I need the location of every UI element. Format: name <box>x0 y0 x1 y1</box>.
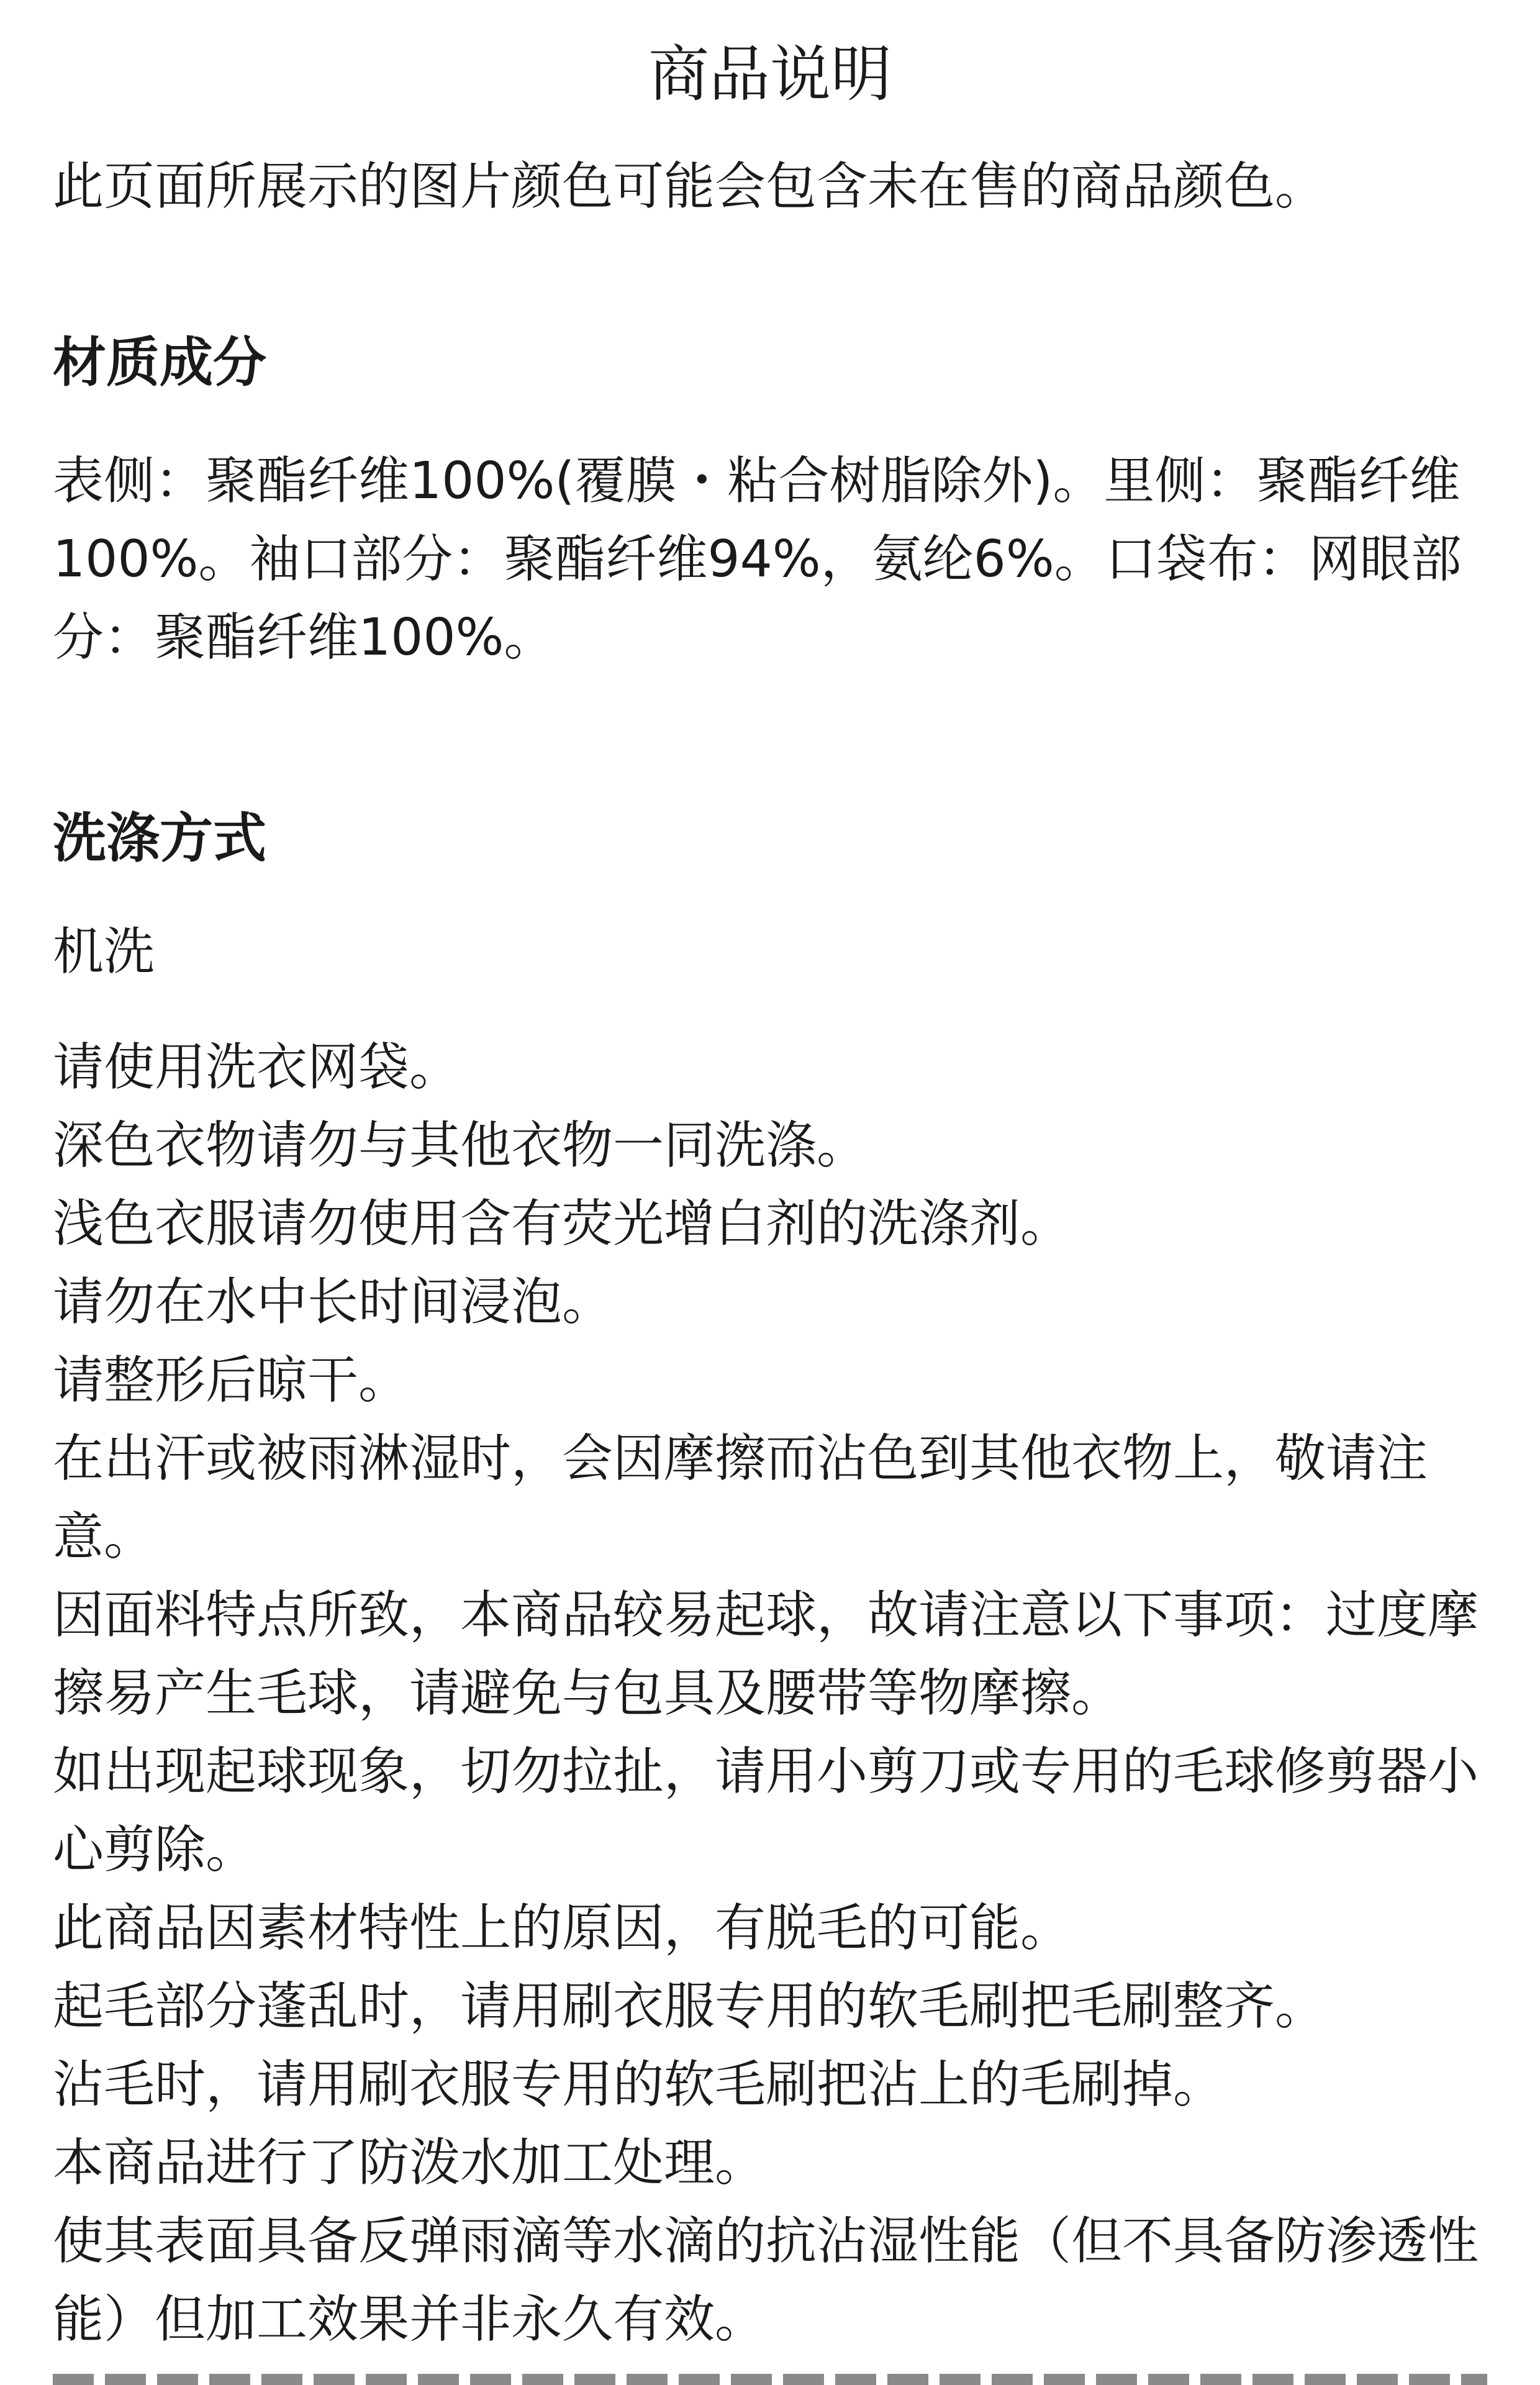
washing-note: 此商品因素材特性上的原因，有脱毛的可能。 <box>53 1899 1072 1958</box>
washing-method: 机洗 <box>53 922 155 981</box>
washing-note: 请使用洗衣网袋。 <box>53 1038 461 1097</box>
washing-note: 在出汗或被雨淋湿时，会因摩擦而沾色到其他衣物上，敬请注意。 <box>53 1429 1428 1566</box>
washing-note: 请整形后晾干。 <box>53 1351 410 1410</box>
washing-note: 请勿在水中长时间浸泡。 <box>53 1273 614 1332</box>
washing-note: 因面料特点所致，本商品较易起球，故请注意以下事项：过度摩擦易产生毛球，请避免与包具及腰带等物摩擦。 <box>53 1586 1479 1723</box>
page-title: 商品说明 <box>648 39 892 110</box>
washing-note: 本商品进行了防泼水加工处理。 <box>53 2133 766 2192</box>
washing-note: 深色衣物请勿与其他衣物一同洗涤。 <box>53 1116 868 1175</box>
cut-off-text-line <box>53 2360 1487 2385</box>
washing-notes-list <box>53 1029 1487 2359</box>
cut-off-glyph-strip <box>53 2374 1487 2385</box>
washing-note: 使其表面具备反弹雨滴等水滴的抗沾湿性能（但不具备防渗透性能）但加工效果并非永久有效。 <box>53 2212 1479 2349</box>
washing-note: 如出现起球现象，切勿拉扯，请用小剪刀或专用的毛球修剪器小心剪除。 <box>53 1742 1479 1879</box>
washing-note: 浅色衣服请勿使用含有荧光增白剂的洗涤剂。 <box>53 1194 1072 1253</box>
material-heading: 材质成分 <box>53 332 266 394</box>
material-text: 表侧：聚酯纤维100%(覆膜・粘合树脂除外)。里侧：聚酯纤维100%。袖口部分：聚酯纤维94%，氨纶6%。口袋布：网眼部分：聚酯纤维100%。 <box>53 452 1462 667</box>
color-notice: 此页面所展示的图片颜色可能会包含未在售的商品颜色。 <box>53 157 1326 216</box>
washing-note: 起毛部分蓬乱时，请用刷衣服专用的软毛刷把毛刷整齐。 <box>53 1977 1326 2036</box>
washing-note: 沾毛时，请用刷衣服专用的软毛刷把沾上的毛刷掉。 <box>53 2055 1225 2114</box>
washing-heading: 洗涤方式 <box>53 807 266 870</box>
